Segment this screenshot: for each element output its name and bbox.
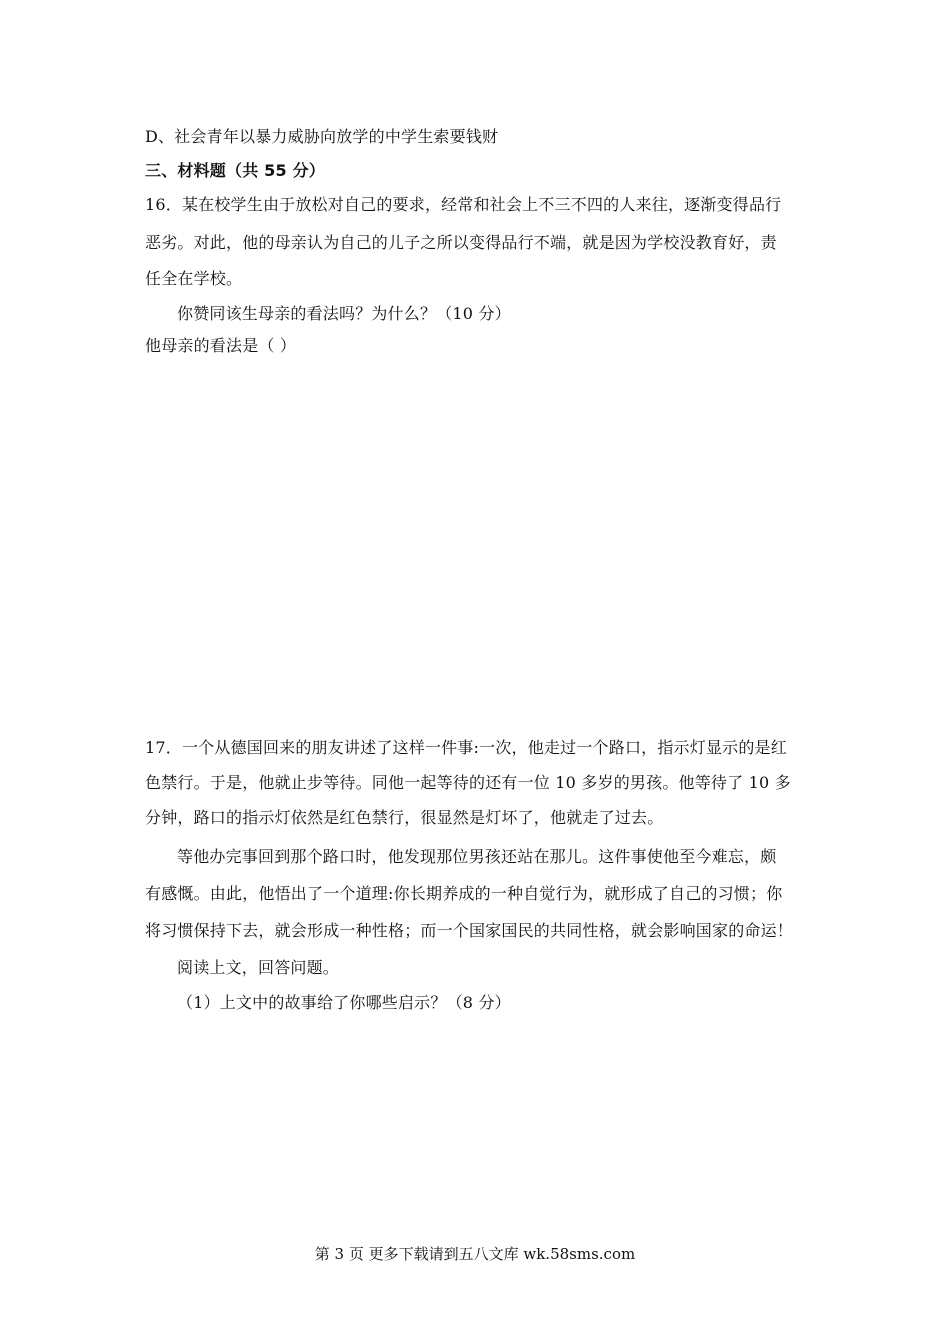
q17-line-5: 有感慨。由此，他悟出了一个道理:你长期养成的一种自觉行为，就形成了自己的习惯；你 — [145, 884, 783, 903]
q16-line-2: 恶劣。对此，他的母亲认为自己的儿子之所以变得品行不端，就是因为学校没教育好，责 — [145, 233, 777, 252]
q17-line-2: 色禁行。于是，他就止步等待。同他一起等待的还有一位 10 多岁的男孩。他等待了 10 多 — [145, 773, 791, 792]
section-heading: 三、材料题（共 55 分） — [145, 161, 326, 180]
q16-answer-prompt: 他母亲的看法是（ ） — [145, 336, 297, 355]
q17-line-1: 17．一个从德国回来的朋友讲述了这样一件事:一次，他走过一个路口，指示灯显示的是红 — [145, 738, 787, 757]
q17-line-3: 分钟，路口的指示灯依然是红色禁行，很显然是灯坏了，他就走了过去。 — [145, 808, 664, 827]
q17-line-7: 阅读上文，回答问题。 — [177, 958, 340, 977]
q17-line-6: 将习惯保持下去，就会形成一种性格；而一个国家国民的共同性格，就会影响国家的命运！ — [145, 921, 794, 940]
option-d: D、社会青年以暴力威胁向放学的中学生索要钱财 — [145, 127, 499, 146]
page-footer: 第 3 页 更多下载请到五八文库 wk.58sms.com — [314, 1245, 636, 1263]
q17-subquestion-1: （1）上文中的故事给了你哪些启示？（8 分） — [177, 993, 511, 1012]
q16-line-1: 16．某在校学生由于放松对自己的要求，经常和社会上不三不四的人来往，逐渐变得品行 — [145, 195, 782, 214]
q16-question: 你赞同该生母亲的看法吗？为什么？（10 分） — [177, 304, 511, 323]
q17-line-4: 等他办完事回到那个路口时，他发现那位男孩还站在那儿。这件事使他至今难忘，颇 — [177, 847, 777, 866]
q16-line-3: 任全在学校。 — [145, 269, 243, 288]
